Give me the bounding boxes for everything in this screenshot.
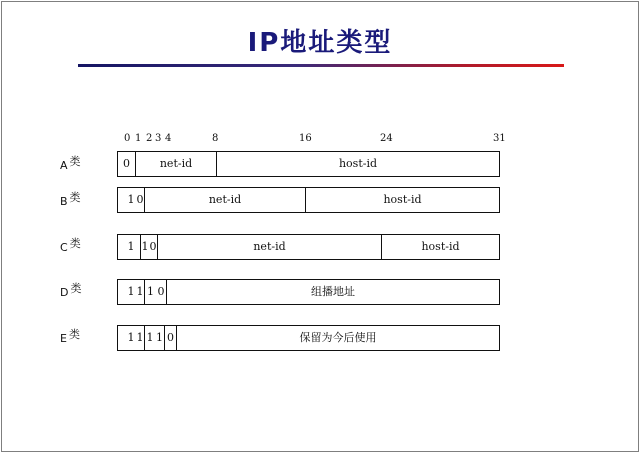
- class-suffix: 类: [68, 328, 80, 341]
- class-d-address-format: [117, 279, 500, 305]
- bit-position-1: 1: [135, 133, 142, 144]
- class-c-address-format: [117, 234, 500, 260]
- bit-position-2: 2: [146, 133, 153, 144]
- class-letter: B: [60, 195, 68, 208]
- class-a-address-format: [117, 151, 500, 177]
- leading-bit: 0: [136, 188, 145, 212]
- leading-bit: 0: [156, 280, 167, 304]
- class-suffix: 类: [69, 155, 81, 168]
- leading-bit: 1: [136, 326, 145, 350]
- bit-position-8: 8: [212, 133, 219, 144]
- bit-position-24: 24: [380, 133, 393, 144]
- class-suffix: 类: [70, 282, 82, 295]
- bit-position-4: 4: [165, 133, 172, 144]
- leading-bit: 1: [127, 193, 135, 206]
- title-underline: [78, 64, 564, 67]
- class-d-label: [60, 284, 81, 300]
- leading-bit: 1: [147, 285, 154, 298]
- leading-bit: 1: [136, 280, 145, 304]
- class-a-label: [60, 157, 81, 173]
- reserved-field: 保留为今后使用: [299, 331, 377, 344]
- class-e-address-format: [117, 325, 500, 351]
- net-id-field: net-id: [145, 188, 306, 212]
- bit-position-31: 31: [493, 133, 506, 144]
- leading-bit: 0: [165, 326, 177, 350]
- host-id-field: host-id: [383, 193, 422, 206]
- host-id-field: host-id: [421, 240, 460, 253]
- leading-bit: 1: [127, 331, 135, 344]
- class-c-label: [60, 239, 81, 255]
- bit-position-0: 0: [124, 133, 131, 144]
- leading-bit: 1: [118, 235, 141, 259]
- class-suffix: 类: [69, 237, 81, 250]
- host-id-field: host-id: [338, 157, 378, 170]
- multicast-address-field: 组播地址: [311, 285, 355, 298]
- class-e-label: [60, 330, 80, 346]
- net-id-field: net-id: [158, 235, 382, 259]
- class-letter: E: [60, 332, 67, 345]
- slide-frame: [1, 1, 639, 452]
- leading-bit: 1: [141, 240, 149, 253]
- bit-position-16: 16: [299, 133, 312, 144]
- class-b-label: [60, 193, 81, 209]
- class-letter: A: [60, 159, 68, 172]
- leading-bit: 0: [149, 235, 158, 259]
- bit-position-3: 3: [155, 133, 162, 144]
- leading-bit: 0: [118, 152, 136, 176]
- net-id-field: net-id: [136, 152, 217, 176]
- leading-bit: 1: [127, 285, 135, 298]
- leading-bit: 1: [146, 331, 154, 344]
- slide-title: IP地址类型: [247, 28, 393, 58]
- class-letter: C: [60, 241, 68, 254]
- leading-bit: 1: [155, 326, 165, 350]
- class-suffix: 类: [69, 191, 81, 204]
- class-b-address-format: [117, 187, 500, 213]
- class-letter: D: [60, 286, 69, 299]
